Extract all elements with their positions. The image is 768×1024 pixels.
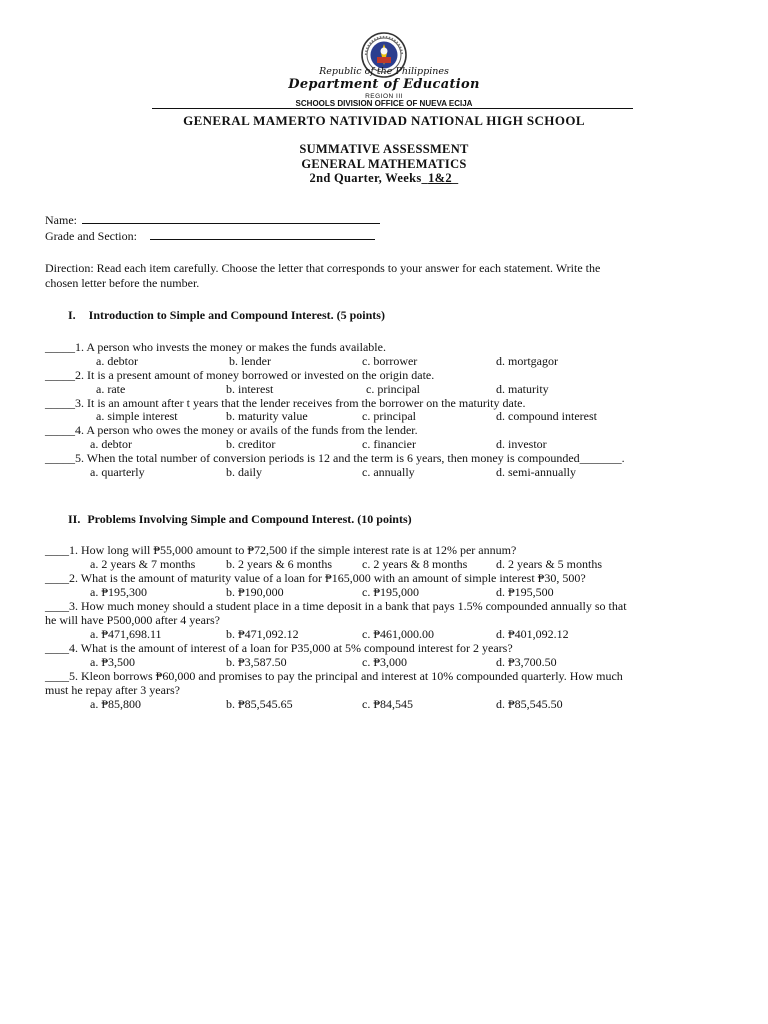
section-2-heading — [68, 512, 412, 527]
republic-text: Republic of the Philippines — [319, 66, 449, 77]
s1-q1-option-b[interactable]: b. lender — [229, 354, 271, 368]
direction-line-2: chosen letter before the number. — [45, 276, 200, 290]
s2-question-1: ____1. How long will ₱55,000 amount to ₱72,500 if the simple interest rate is at 12% per annum? — [45, 543, 517, 557]
s1-q3-option-d[interactable]: d. compound interest — [496, 409, 597, 423]
section-2-title: Problems Involving Simple and Compound Interest. (10 points) — [87, 512, 412, 526]
school-name: GENERAL MAMERTO NATIVIDAD NATIONAL HIGH SCHOOL — [183, 113, 585, 128]
grade-blank[interactable] — [150, 228, 375, 240]
section-1-title: Introduction to Simple and Compound Interest. (5 points) — [88, 308, 385, 322]
s2-q5-option-c[interactable]: c. ₱84,545 — [362, 697, 413, 711]
s1-q5-option-a[interactable]: a. quarterly — [90, 465, 145, 479]
s2-q5-option-d[interactable]: d. ₱85,545.50 — [496, 697, 563, 711]
s2-q3-option-c[interactable]: c. ₱461,000.00 — [362, 627, 434, 641]
s1-q4-option-d[interactable]: d. investor — [496, 437, 547, 451]
title-line-3 — [0, 171, 768, 186]
s2-q1-option-c[interactable]: c. 2 years & 8 months — [362, 557, 468, 571]
title-line-2: GENERAL MATHEMATICS — [301, 156, 467, 171]
s2-question-3: ____3. How much money should a student place in a time deposit in a bank that pays 1.5% compounded annually so that — [45, 599, 627, 613]
section-2-number: II. — [68, 512, 81, 526]
name-field-row — [45, 212, 380, 227]
grade-field-row — [45, 228, 375, 243]
s1-question-4: _____4. A person who owes the money or avails of the funds from the lender. — [45, 423, 418, 437]
s1-q4-option-b[interactable]: b. creditor — [226, 437, 276, 451]
s2-q4-option-b[interactable]: b. ₱3,587.50 — [226, 655, 287, 669]
title-line-1: SUMMATIVE ASSESSMENT — [299, 142, 469, 156]
department-name: Department of Education — [288, 77, 480, 92]
s2-q1-option-d[interactable]: d. 2 years & 5 months — [496, 557, 602, 571]
s1-q1-option-d[interactable]: d. mortgagor — [496, 354, 558, 368]
s1-q3-option-c[interactable]: c. principal — [362, 409, 416, 423]
name-blank[interactable] — [82, 212, 380, 224]
s2-q3-option-b[interactable]: b. ₱471,092.12 — [226, 627, 299, 641]
s2-q2-option-d[interactable]: d. ₱195,500 — [496, 585, 554, 599]
s1-q2-option-b[interactable]: b. interest — [226, 382, 274, 396]
s1-q5-option-b[interactable]: b. daily — [226, 465, 262, 479]
s2-question-5: ____5. Kleon borrows ₱60,000 and promises to pay the principal and interest at 10% compounded quarterly. How much — [45, 669, 623, 683]
section-1-heading — [68, 308, 385, 323]
s1-q2-option-c[interactable]: c. principal — [366, 382, 420, 396]
s1-question-2: _____2. It is a present amount of money borrowed or invested on the origin date. — [45, 368, 435, 382]
s1-q3-option-b[interactable]: b. maturity value — [226, 409, 308, 423]
s2-q3-option-d[interactable]: d. ₱401,092.12 — [496, 627, 569, 641]
s2-question-2: ____2. What is the amount of maturity value of a loan for ₱165,000 with an amount of simple interest ₱30, 500? — [45, 571, 586, 585]
header-divider — [152, 108, 633, 109]
s2-q1-option-a[interactable]: a. 2 years & 7 months — [90, 557, 196, 571]
s2-q2-option-b[interactable]: b. ₱190,000 — [226, 585, 284, 599]
s2-q1-option-b[interactable]: b. 2 years & 6 months — [226, 557, 332, 571]
section-1-number: I. — [68, 308, 76, 322]
title-block — [0, 142, 768, 186]
s2-q4-option-c[interactable]: c. ₱3,000 — [362, 655, 407, 669]
s2-question-4: ____4. What is the amount of interest of a loan for P35,000 at 5% compound interest for 2 years? — [45, 641, 513, 655]
quarter-suffix: _ — [451, 171, 459, 185]
s1-q2-option-d[interactable]: d. maturity — [496, 382, 549, 396]
s2-question-3-cont: he will have P500,000 after 4 years? — [45, 613, 220, 627]
s1-q1-option-c[interactable]: c. borrower — [362, 354, 418, 368]
grade-label: Grade and Section: — [45, 229, 137, 243]
s1-q5-option-c[interactable]: c. annually — [362, 465, 415, 479]
s2-question-5-cont: must he repay after 3 years? — [45, 683, 180, 697]
s1-question-1: _____1. A person who invests the money or makes the funds available. — [45, 340, 386, 354]
s1-q5-option-d[interactable]: d. semi-annually — [496, 465, 576, 479]
s1-q4-option-a[interactable]: a. debtor — [90, 437, 132, 451]
s1-question-3: _____3. It is an amount after t years that the lender receives from the borrower on the maturity date. — [45, 396, 526, 410]
s2-q5-option-a[interactable]: a. ₱85,800 — [90, 697, 141, 711]
s1-question-5: _____5. When the total number of conversion periods is 12 and the term is 6 years, then money is compounded_______. — [45, 451, 625, 465]
region-text: REGION III — [365, 93, 403, 100]
s1-q4-option-c[interactable]: c. financier — [362, 437, 416, 451]
weeks-value: 1&2 — [428, 171, 452, 185]
s1-q3-option-a[interactable]: a. simple interest — [96, 409, 178, 423]
s1-q1-option-a[interactable]: a. debtor — [96, 354, 138, 368]
s2-q2-option-a[interactable]: a. ₱195,300 — [90, 585, 147, 599]
s1-q2-option-a[interactable]: a. rate — [96, 382, 126, 396]
division-office: SCHOOLS DIVISION OFFICE OF NUEVA ECIJA — [295, 99, 473, 108]
s2-q4-option-a[interactable]: a. ₱3,500 — [90, 655, 135, 669]
s2-q5-option-b[interactable]: b. ₱85,545.65 — [226, 697, 293, 711]
s2-q4-option-d[interactable]: d. ₱3,700.50 — [496, 655, 557, 669]
direction-line-1: Direction: Read each item carefully. Choose the letter that corresponds to your answer for each statement. Write the — [45, 261, 601, 275]
s2-q3-option-a[interactable]: a. ₱471,698.11 — [90, 627, 162, 641]
quarter-prefix: 2nd Quarter, Weeks_ — [309, 171, 429, 185]
name-label: Name: — [45, 213, 77, 227]
s2-q2-option-c[interactable]: c. ₱195,000 — [362, 585, 419, 599]
